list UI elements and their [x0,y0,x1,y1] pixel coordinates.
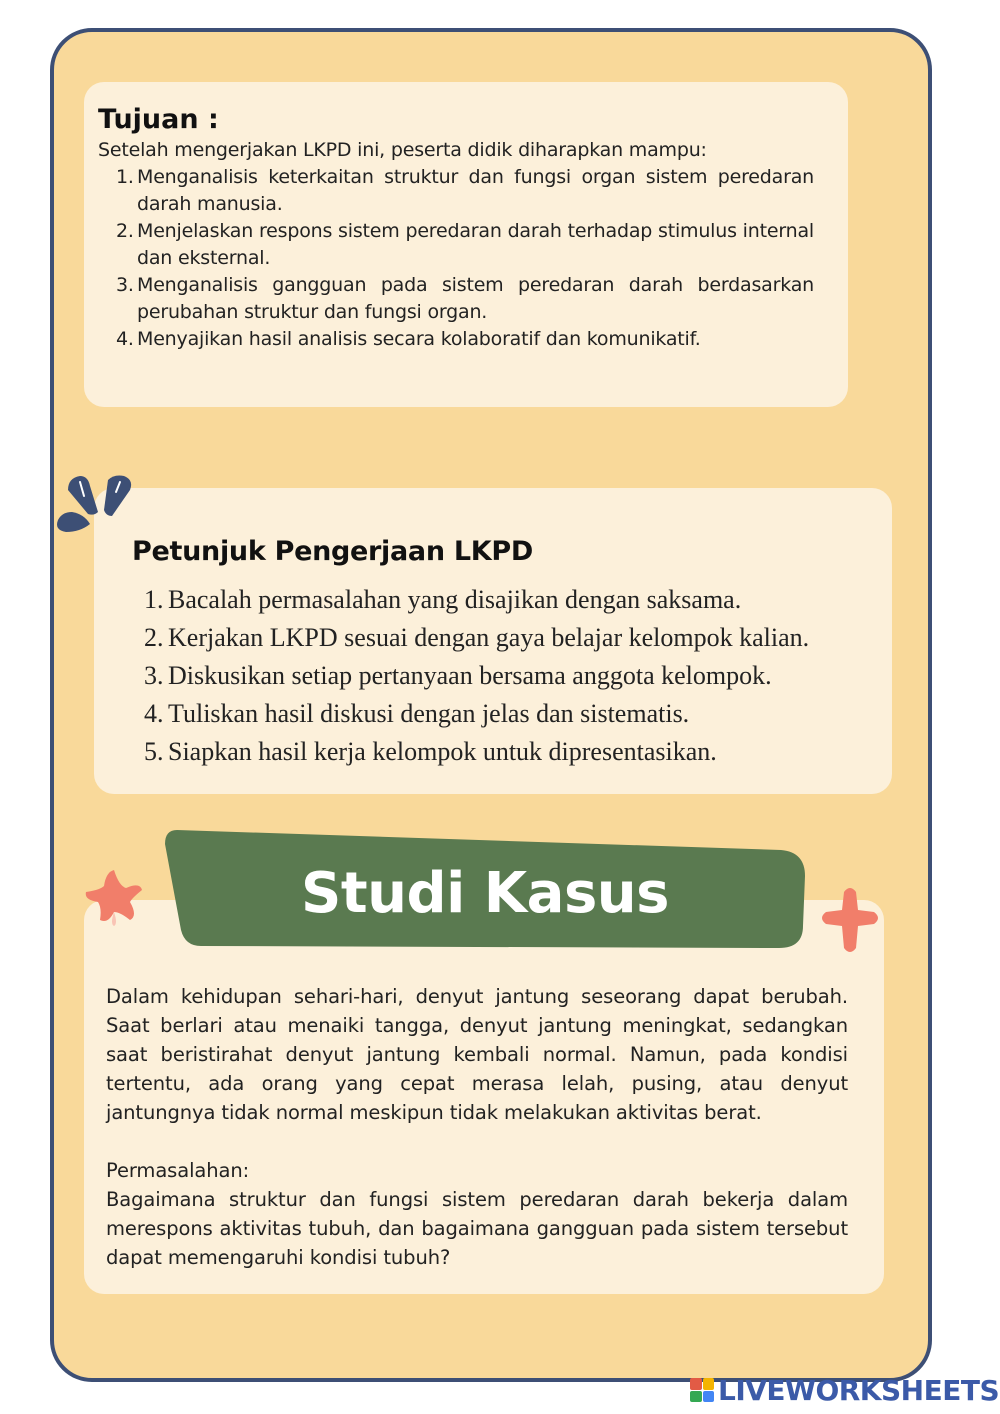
item-number: 5. [144,737,164,766]
item-text: Bacalah permasalahan yang disajikan dengan saksama. [168,585,742,614]
tujuan-card [84,82,848,407]
item-text: Tuliskan hasil diskusi dengan jelas dan sistematis. [168,699,690,728]
list-item [132,619,862,657]
liveworksheets-watermark [690,1372,999,1408]
item-text: Menganalisis gangguan pada sistem peredaran darah berdasarkan perubahan struktur dan fungsi organ. [137,274,814,323]
sparkle-icon [54,470,134,536]
list-item [132,733,862,771]
studi-kasus-card [84,900,884,1294]
item-text: Siapkan hasil kerja kelompok untuk dipresentasikan. [168,737,717,766]
item-text: Menyajikan hasil analisis secara kolaboratif dan komunikatif. [137,328,701,350]
item-number: 4. [144,699,164,728]
list-item [98,326,814,353]
list-item [98,218,814,272]
item-number: 1. [116,166,134,188]
item-text: Menganalisis keterkaitan struktur dan fungsi organ sistem peredaran darah manusia. [137,166,814,215]
tujuan-title: Tujuan : [98,104,219,135]
item-number: 2. [144,623,164,652]
item-text: Menjelaskan respons sistem peredaran darah terhadap stimulus internal dan eksternal. [137,220,814,269]
list-item [132,657,862,695]
list-item [132,581,862,619]
liveworksheets-logo-icon [690,1378,714,1402]
case-paragraph: Dalam kehidupan sehari-hari, denyut jantung seseorang dapat berubah. Saat berlari atau menaiki tangga, denyut jantung meningkat, sedangkan saat beristirahat denyut jantung kembali normal. Namun, pada kondisi tertentu, ada orang yang cepat merasa lelah, pusing, atau denyut jantungnya tidak normal meskipun tidak melakukan aktivitas berat. [106,985,848,1124]
list-item [132,695,862,733]
item-text: Kerjakan LKPD sesuai dengan gaya belajar kelompok kalian. [168,623,810,652]
item-number: 1. [144,585,164,614]
item-number: 3. [144,661,164,690]
watermark-text: LIVEWORKSHEETS [718,1373,1000,1407]
plus-icon [818,884,882,958]
list-item [98,272,814,326]
problem-label: Permasalahan: [106,1159,250,1182]
petunjuk-card [94,488,892,794]
flower-icon [82,866,146,930]
item-number: 2. [116,220,134,242]
problem-question: Bagaimana struktur dan fungsi sistem peredaran darah bekerja dalam merespons aktivitas tubuh, dan bagaimana gangguan pada sistem tersebut dapat memengaruhi kondisi tubuh? [106,1188,848,1269]
tujuan-intro: Setelah mengerjakan LKPD ini, peserta didik diharapkan mampu: [98,139,707,161]
item-number: 4. [116,328,134,350]
list-item [98,164,814,218]
tujuan-list [98,164,814,353]
banner-title: Studi Kasus [301,861,669,926]
petunjuk-list [132,581,862,771]
petunjuk-title: Petunjuk Pengerjaan LKPD [132,536,534,567]
item-text: Diskusikan setiap pertanyaan bersama anggota kelompok. [168,661,772,690]
item-number: 3. [116,274,134,296]
